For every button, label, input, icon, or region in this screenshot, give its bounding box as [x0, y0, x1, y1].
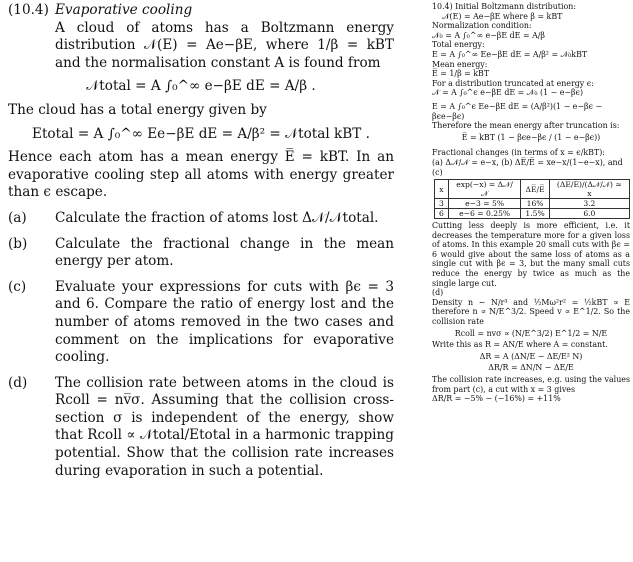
- question-a: [8, 210, 394, 228]
- question-text: The collision rate between atoms in the cloud is Rcoll = nv̅σ. Assuming that the collision cross-section σ is independent of the energy, show that Rcoll ∝ 𝒩total/Etotal in a harmonic trapping potential. Show that the collision rate increases during evaporation in such a potential.: [55, 374, 394, 479]
- question-label: (c): [8, 278, 27, 295]
- problem-header: [8, 2, 394, 20]
- table-cell: 6.0: [549, 209, 629, 219]
- solution-paragraph: Write this as R = AN/E where A = constant.: [432, 340, 608, 350]
- delta-r-equation: ΔR = A (ΔN/E − ΔE/E² N): [479, 351, 583, 361]
- solution-line: 𝒩 = A ∫₀^ϵ e−βE dE = 𝒩₀ (1 − e−βϵ): [432, 88, 584, 98]
- solution-heading: 10.4) Initial Boltzmann distribution:: [432, 2, 576, 11]
- solution-line: Total energy:: [432, 40, 485, 50]
- question-text: Evaluate your expressions for cuts with βϵ = 3 and 6. Compare the ratio of energy lost and the number of atoms removed in the two cases and comment on the implications for evaporative cooling.: [55, 278, 394, 366]
- table-header-cell: x: [435, 180, 449, 199]
- table-header-cell: (ΔE̅/E̅)/(Δ𝒩/𝒩) ≃ x: [549, 180, 629, 199]
- solution-line: 𝒩₀ = A ∫₀^∞ e−βE dE = A/β: [432, 30, 545, 40]
- table-header-cell: ΔE̅/E̅: [521, 180, 549, 199]
- problem-title: Evaporative cooling: [55, 2, 193, 18]
- table-cell: 1.5%: [521, 209, 549, 219]
- solution-line: Fractional changes (in terms of x = ϵ/kBT):: [432, 148, 605, 158]
- table-cell: 16%: [521, 199, 549, 209]
- table-cell: 6: [435, 209, 449, 219]
- energy-intro: The cloud has a total energy given by: [8, 101, 267, 118]
- table-row: [435, 199, 630, 209]
- solution-line: Therefore the mean energy after truncation is:: [432, 121, 620, 131]
- collision-rate-equation: Rcoll = nvσ ∝ (N/E^3/2) E^1/2 = N/E: [454, 328, 608, 338]
- final-result: ΔR/R = −5% − (−16%) = +11%: [432, 394, 561, 404]
- question-c: [8, 279, 394, 367]
- solution-line: E = A ∫₀^ϵ Ee−βE dE = (A/β²)(1 − e−βϵ − βϵe−βϵ): [432, 101, 603, 121]
- solution-paragraph: Density n ∼ N/r³ and ½Mω²r² = ½kBT ∝ E therefore n ∝ N/E^3/2. Speed v ∝ E^1/2. So the collision rate: [432, 297, 630, 327]
- mean-energy-text: Hence each atom has a mean energy E̅ = kBT. In an evaporative cooling step all atoms with energy greater than ϵ escape.: [8, 149, 394, 201]
- table-cell: e−6 = 0.25%: [448, 209, 521, 219]
- problem-intro: A cloud of atoms has a Boltzmann energy distribution 𝒩(E) = Ae−βE, where 1/β = kBT and the normalisation constant A is found from: [55, 19, 394, 71]
- table-row: [435, 209, 630, 219]
- question-b: [8, 236, 394, 271]
- truncated-mean-energy: E̅ = kBT (1 − βϵe−βϵ / (1 − e−βϵ)): [461, 132, 601, 142]
- problem-number: (10.4): [8, 2, 49, 18]
- question-text: Calculate the fraction of atoms lost Δ𝒩/𝒩total.: [55, 209, 379, 226]
- table-cell: e−3 = 5%: [448, 199, 521, 209]
- question-d: [8, 375, 394, 481]
- question-label: (a): [8, 209, 27, 226]
- solution-line: For a distribution truncated at energy ϵ:: [432, 78, 594, 88]
- problem-column: [8, 2, 394, 480]
- total-energy-equation: Etotal = A ∫₀^∞ Ee−βE dE = A/β² = 𝒩total kBT .: [32, 125, 370, 142]
- fractional-r-equation: ΔR/R = ΔN/N − ΔE/E: [488, 363, 574, 373]
- solution-paragraph: The collision rate increases, e.g. using the values from part (c), a cut with x = 3 gives: [432, 375, 630, 394]
- solution-line: Normalization condition:: [432, 21, 532, 31]
- results-table: [434, 179, 630, 219]
- part-d-label: (d): [432, 288, 444, 298]
- solution-line: E = A ∫₀^∞ Ee−βE dE = A/β² = 𝒩₀kBT: [432, 49, 588, 59]
- question-label: (d): [8, 374, 28, 391]
- table-header-cell: exp(−x) = Δ𝒩/𝒩: [448, 180, 521, 199]
- solution-line: Mean energy:: [432, 59, 488, 69]
- solution-paragraph: Cutting less deeply is more efficient, i.e. it decreases the temperature more for a given loss of atoms. In this example 20 small cuts with βϵ = 6 would give about the same loss of atoms as a single cut with βϵ = 3, but the many small cuts reduce the energy by twice as much as the single large cut.: [432, 221, 630, 288]
- solution-line: 𝒩(E) = Ae−βE where β = kBT: [442, 11, 563, 21]
- solution-line: (a) Δ𝒩/𝒩 = e−x, (b) ΔE̅/E̅ = xe−x/(1−e−x), and (c): [432, 157, 623, 177]
- table-cell: 3.2: [549, 199, 629, 209]
- question-text: Calculate the fractional change in the mean energy per atom.: [55, 235, 394, 270]
- table-header-row: [435, 180, 630, 199]
- table-cell: 3: [435, 199, 449, 209]
- solution-line: E̅ = 1/β = kBT: [432, 69, 490, 79]
- normalisation-equation: 𝒩total = A ∫₀^∞ e−βE dE = A/β .: [86, 78, 316, 95]
- question-label: (b): [8, 235, 28, 252]
- solution-column: [432, 2, 630, 404]
